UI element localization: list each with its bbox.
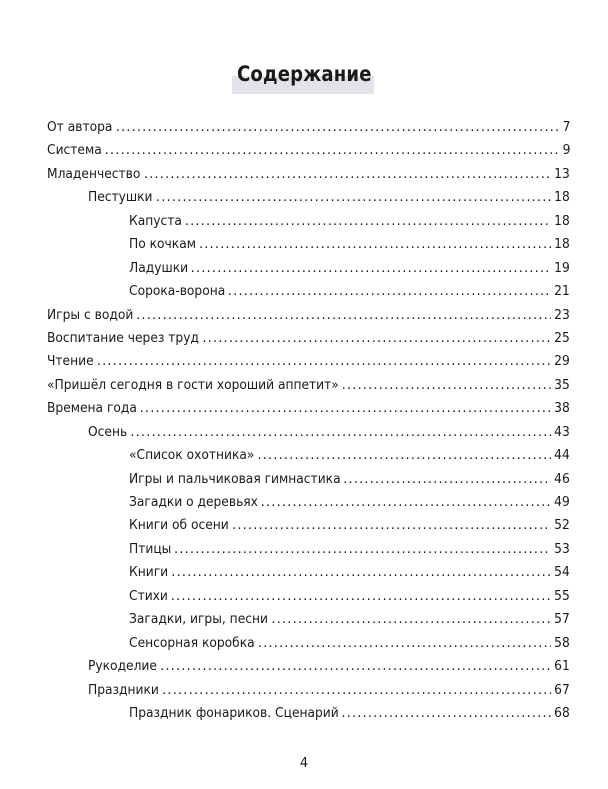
toc-entry-page-number: 52 (554, 518, 570, 534)
toc-dot-leader (261, 491, 552, 514)
toc-entry[interactable] (47, 350, 570, 373)
toc-entry-page-number: 21 (554, 284, 570, 300)
toc-entry-label: Книги об осени (129, 518, 229, 534)
toc-dot-leader (232, 514, 551, 537)
toc-entry-label: Ладушки (129, 260, 189, 276)
toc-entry[interactable] (47, 374, 570, 397)
toc-dot-leader (341, 702, 551, 725)
toc-dot-leader (174, 538, 551, 561)
toc-entry[interactable] (47, 397, 570, 420)
toc-entry[interactable] (47, 163, 570, 186)
toc-dot-leader (160, 655, 551, 678)
toc-dot-leader (116, 116, 560, 139)
toc-entry-label: Рукоделие (88, 659, 157, 675)
toc-entry-page-number: 57 (554, 612, 570, 628)
toc-dot-leader (185, 210, 551, 233)
toc-entry-page-number: 58 (554, 635, 570, 651)
toc-dot-leader (171, 561, 551, 584)
toc-entry-label: Стихи (129, 588, 168, 604)
toc-entry-label: Праздник фонариков. Сценарий (129, 705, 339, 721)
toc-dot-leader (156, 186, 551, 209)
toc-entry-page-number: 46 (554, 471, 570, 487)
toc-entry[interactable] (47, 655, 570, 678)
toc-entry-label: Времена года (47, 401, 137, 417)
toc-dot-leader (130, 421, 551, 444)
toc-entry[interactable] (47, 491, 570, 514)
toc-entry-page-number: 55 (554, 588, 570, 604)
toc-entry-label: Книги (129, 565, 169, 581)
toc-entry-label: Капуста (129, 213, 182, 229)
toc-entry[interactable] (47, 327, 570, 350)
toc-dot-leader (162, 679, 551, 702)
toc-entry[interactable] (47, 280, 570, 303)
toc-entry-label: Система (47, 143, 102, 159)
toc-entry-page-number: 53 (554, 541, 570, 557)
toc-entry-label: Чтение (47, 354, 94, 370)
toc-entry[interactable] (47, 514, 570, 537)
toc-entry-page-number: 38 (554, 401, 570, 417)
toc-entry-page-number: 43 (554, 424, 570, 440)
toc-entry-page-number: 49 (554, 495, 570, 510)
toc-dot-leader (97, 350, 551, 373)
toc-dot-leader (258, 632, 551, 655)
toc-entry[interactable] (47, 257, 570, 280)
toc-entry[interactable] (47, 421, 570, 444)
page-title: Содержание (236, 62, 372, 86)
toc-entry-label: Загадки, игры, песни (129, 612, 268, 628)
toc-entry-label: От автора (47, 120, 113, 135)
toc-entry-page-number: 18 (554, 190, 570, 206)
toc-dot-leader (271, 608, 551, 631)
toc-dot-leader (257, 444, 551, 467)
table-of-contents (47, 116, 570, 725)
toc-entry[interactable] (47, 679, 570, 702)
toc-entry[interactable] (47, 561, 570, 584)
toc-entry[interactable] (47, 233, 570, 256)
toc-dot-leader (202, 327, 551, 350)
toc-entry-label: Младенчество (47, 166, 141, 182)
toc-entry[interactable] (47, 444, 570, 467)
toc-entry-label: Сорока-ворона (129, 284, 226, 300)
toc-entry-page-number: 54 (554, 565, 570, 581)
toc-entry-page-number: 23 (554, 307, 570, 323)
toc-entry[interactable] (47, 608, 570, 631)
toc-entry[interactable] (47, 304, 570, 327)
toc-dot-leader (105, 139, 560, 162)
toc-entry[interactable] (47, 210, 570, 233)
toc-entry-page-number: 18 (554, 213, 570, 229)
toc-entry-label: По кочкам (129, 237, 196, 253)
toc-entry-page-number: 68 (554, 705, 570, 721)
toc-dot-leader (140, 397, 552, 420)
toc-dot-leader (199, 233, 551, 256)
toc-entry-page-number: 44 (554, 448, 570, 464)
toc-dot-leader (342, 374, 552, 397)
toc-entry[interactable] (47, 585, 570, 608)
toc-dot-leader (191, 257, 552, 280)
toc-entry-page-number: 19 (554, 260, 570, 276)
toc-entry-page-number: 7 (562, 120, 570, 135)
toc-entry-page-number: 9 (562, 143, 570, 159)
toc-entry-label: «Список охотника» (129, 448, 255, 464)
toc-entry-label: Пестушки (88, 190, 153, 206)
toc-entry-label: Праздники (88, 682, 159, 698)
title-container (0, 62, 608, 86)
toc-entry-label: Осень (88, 424, 128, 440)
toc-entry-page-number: 67 (554, 682, 570, 698)
toc-entry[interactable] (47, 186, 570, 209)
page-number: 4 (299, 756, 309, 771)
toc-entry-label: «Пришёл сегодня в гости хороший аппетит» (47, 377, 339, 393)
toc-entry-page-number: 13 (554, 166, 570, 182)
toc-entry-label: Воспитание через труд (47, 330, 199, 346)
toc-entry-label: Загадки о деревьях (129, 495, 258, 510)
toc-entry[interactable] (47, 632, 570, 655)
toc-entry[interactable] (47, 702, 570, 725)
toc-entry-label: Игры с водой (47, 307, 134, 323)
toc-entry-page-number: 18 (554, 237, 570, 253)
toc-entry-label: Птицы (129, 541, 172, 557)
toc-entry[interactable] (47, 468, 570, 491)
toc-entry-label: Сенсорная коробка (129, 635, 255, 651)
toc-entry[interactable] (47, 538, 570, 561)
toc-entry-label: Игры и пальчиковая гимнастика (129, 471, 341, 487)
toc-entry-page-number: 61 (554, 659, 570, 675)
toc-entry-page-number: 35 (554, 377, 570, 393)
toc-entry-page-number: 29 (554, 354, 570, 370)
toc-dot-leader (228, 280, 551, 303)
toc-entry[interactable] (47, 116, 570, 139)
toc-entry-page-number: 25 (554, 330, 570, 346)
toc-entry[interactable] (47, 139, 570, 162)
toc-dot-leader (171, 585, 551, 608)
toc-dot-leader (343, 468, 551, 491)
toc-dot-leader (136, 304, 551, 327)
toc-dot-leader (144, 163, 551, 186)
